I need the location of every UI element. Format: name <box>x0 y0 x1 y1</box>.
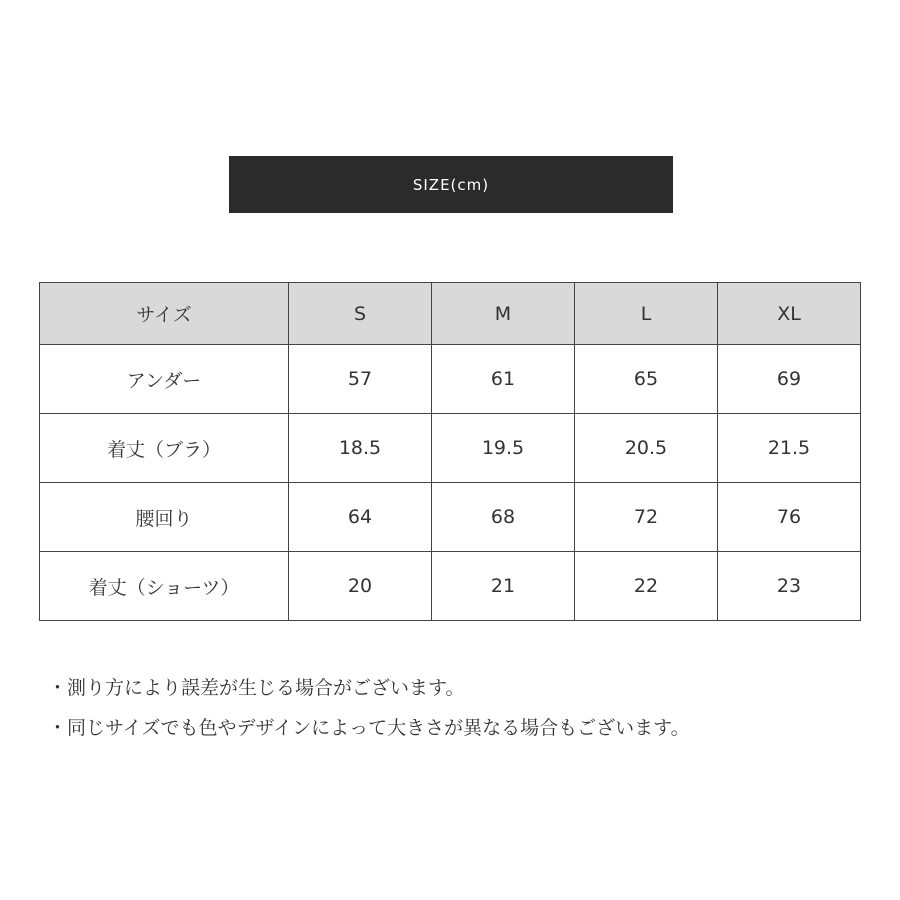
header-cell-xl: XL <box>718 283 861 345</box>
header-cell-l: L <box>575 283 718 345</box>
size-title: SIZE(cm) <box>412 175 490 194</box>
row-label: 腰回り <box>40 483 289 552</box>
row-label: 着丈（ブラ） <box>40 414 289 483</box>
table-cell: 68 <box>432 483 575 552</box>
table-cell: 76 <box>718 483 861 552</box>
table-row <box>40 552 861 621</box>
table-cell: 20 <box>289 552 432 621</box>
table-cell: 21.5 <box>718 414 861 483</box>
size-table <box>39 282 861 621</box>
table-cell: 65 <box>575 345 718 414</box>
table-cell: 21 <box>432 552 575 621</box>
size-title-bar <box>229 156 673 213</box>
table-cell: 61 <box>432 345 575 414</box>
header-cell-size-label: サイズ <box>40 283 289 345</box>
size-notes <box>48 668 878 748</box>
table-row <box>40 414 861 483</box>
table-cell: 20.5 <box>575 414 718 483</box>
table-row <box>40 483 861 552</box>
header-cell-m: M <box>432 283 575 345</box>
table-cell: 19.5 <box>432 414 575 483</box>
table-cell: 57 <box>289 345 432 414</box>
table-cell: 22 <box>575 552 718 621</box>
note-measurement-error: ・測り方により誤差が生じる場合がございます。 <box>48 677 465 699</box>
table-cell: 18.5 <box>289 414 432 483</box>
note-size-variation: ・同じサイズでも色やデザインによって大きさが異なる場合もございます。 <box>48 717 690 739</box>
table-cell: 23 <box>718 552 861 621</box>
row-label: 着丈（ショーツ） <box>40 552 289 621</box>
row-label: アンダー <box>40 345 289 414</box>
table-cell: 69 <box>718 345 861 414</box>
table-row <box>40 345 861 414</box>
table-cell: 72 <box>575 483 718 552</box>
table-cell: 64 <box>289 483 432 552</box>
table-header-row <box>40 283 861 345</box>
header-cell-s: S <box>289 283 432 345</box>
